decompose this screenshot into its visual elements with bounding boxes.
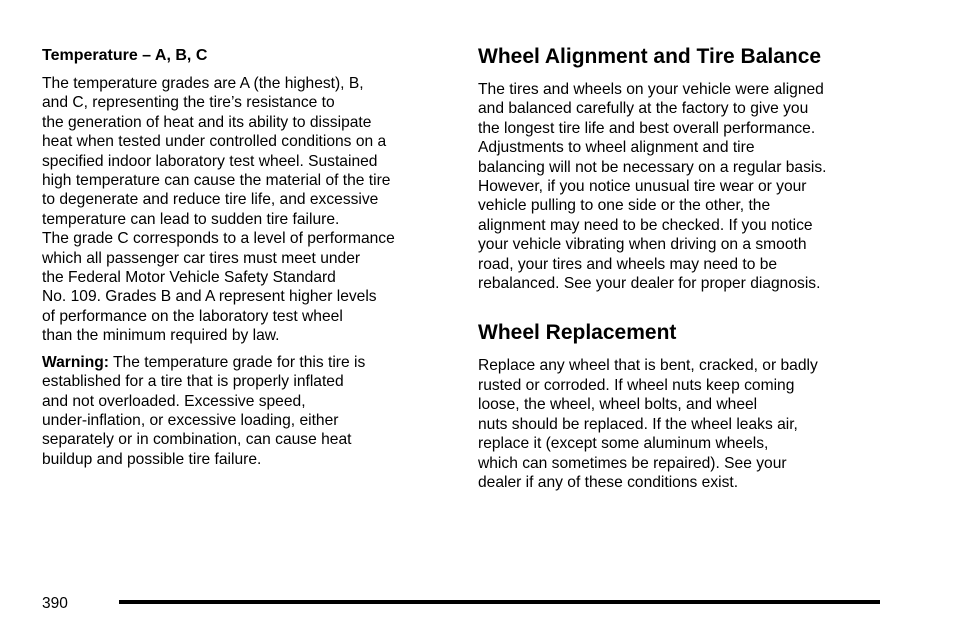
text-line: vehicle pulling to one side or the other, the <box>478 197 771 215</box>
section-gap <box>478 300 888 320</box>
text-line: loose, the wheel, wheel bolts, and wheel <box>478 396 758 414</box>
text-line: dealer if any of these conditions exist. <box>478 473 739 491</box>
text-line: which all passenger car tires must meet under <box>42 249 361 267</box>
text-line: nuts should be replaced. If the wheel leaks air, <box>478 415 798 433</box>
text-line: high temperature can cause the material of the tire <box>42 172 391 190</box>
wheel-alignment-heading: Wheel Alignment and Tire Balance <box>478 45 822 68</box>
wheel-replacement-paragraph <box>478 356 888 492</box>
text-line: The grade C corresponds to a level of performance <box>42 230 395 248</box>
text-line: The tires and wheels on your vehicle were aligned <box>478 81 824 98</box>
text-line: separately or in combination, can cause heat <box>42 431 352 449</box>
text-line: rebalanced. See your dealer for proper diagnosis. <box>478 275 821 293</box>
text-line: rusted or corroded. If wheel nuts keep coming <box>478 376 795 394</box>
text-line: replace it (except some aluminum wheels, <box>478 435 769 453</box>
text-line: balancing will not be necessary on a regular basis. <box>478 158 827 176</box>
text-line: Replace any wheel that is bent, cracked, or badly <box>478 357 818 375</box>
text-line: specified indoor laboratory test wheel. Sustained <box>42 152 378 170</box>
warning-text: The temperature grade for this tire is <box>108 353 366 371</box>
text-line: buildup and possible tire failure. <box>42 450 262 468</box>
text-line: of performance on the laboratory test wheel <box>42 307 343 325</box>
text-line <box>42 353 452 372</box>
warning-label: Warning: <box>42 353 109 371</box>
text-line: alignment may need to be checked. If you notice <box>478 216 813 234</box>
footer-rule <box>119 600 880 604</box>
text-line: Adjustments to wheel alignment and tire <box>478 139 755 157</box>
text-line: the longest tire life and best overall performance. <box>478 119 816 137</box>
text-line: the generation of heat and its ability to dissipate <box>42 113 372 131</box>
text-line: which can sometimes be repaired). See your <box>478 454 787 472</box>
text-line: and not overloaded. Excessive speed, <box>42 392 306 410</box>
text-line: the Federal Motor Vehicle Safety Standard <box>42 269 336 287</box>
text-line: No. 109. Grades B and A represent higher levels <box>42 288 377 306</box>
text-line: and C, representing the tire’s resistance to <box>42 94 335 112</box>
wheel-replacement-heading: Wheel Replacement <box>478 321 677 345</box>
text-line: The temperature grades are A (the highest), B, <box>42 75 364 92</box>
text-line: your vehicle vibrating when driving on a smooth <box>478 236 807 254</box>
text-line: temperature can lead to sudden tire failure. <box>42 210 340 228</box>
text-line: and balanced carefully at the factory to give you <box>478 100 809 118</box>
text-line: under-inflation, or excessive loading, either <box>42 411 339 429</box>
text-line: road, your tires and wheels may need to be <box>478 255 778 273</box>
text-line: than the minimum required by law. <box>42 327 280 345</box>
left-column <box>42 46 452 476</box>
warning-paragraph <box>42 353 452 469</box>
text-line: However, if you notice unusual tire wear or your <box>478 178 807 196</box>
page-number: 390 <box>42 595 68 612</box>
text-line: to degenerate and reduce tire life, and excessive <box>42 191 379 209</box>
text-line: heat when tested under controlled conditions on a <box>42 133 387 151</box>
text-line: established for a tire that is properly inflated <box>42 373 344 391</box>
wheel-alignment-paragraph <box>478 80 888 293</box>
right-column <box>478 44 888 499</box>
temperature-paragraph <box>42 74 452 346</box>
temperature-subheading: Temperature – A, B, C <box>42 47 208 64</box>
